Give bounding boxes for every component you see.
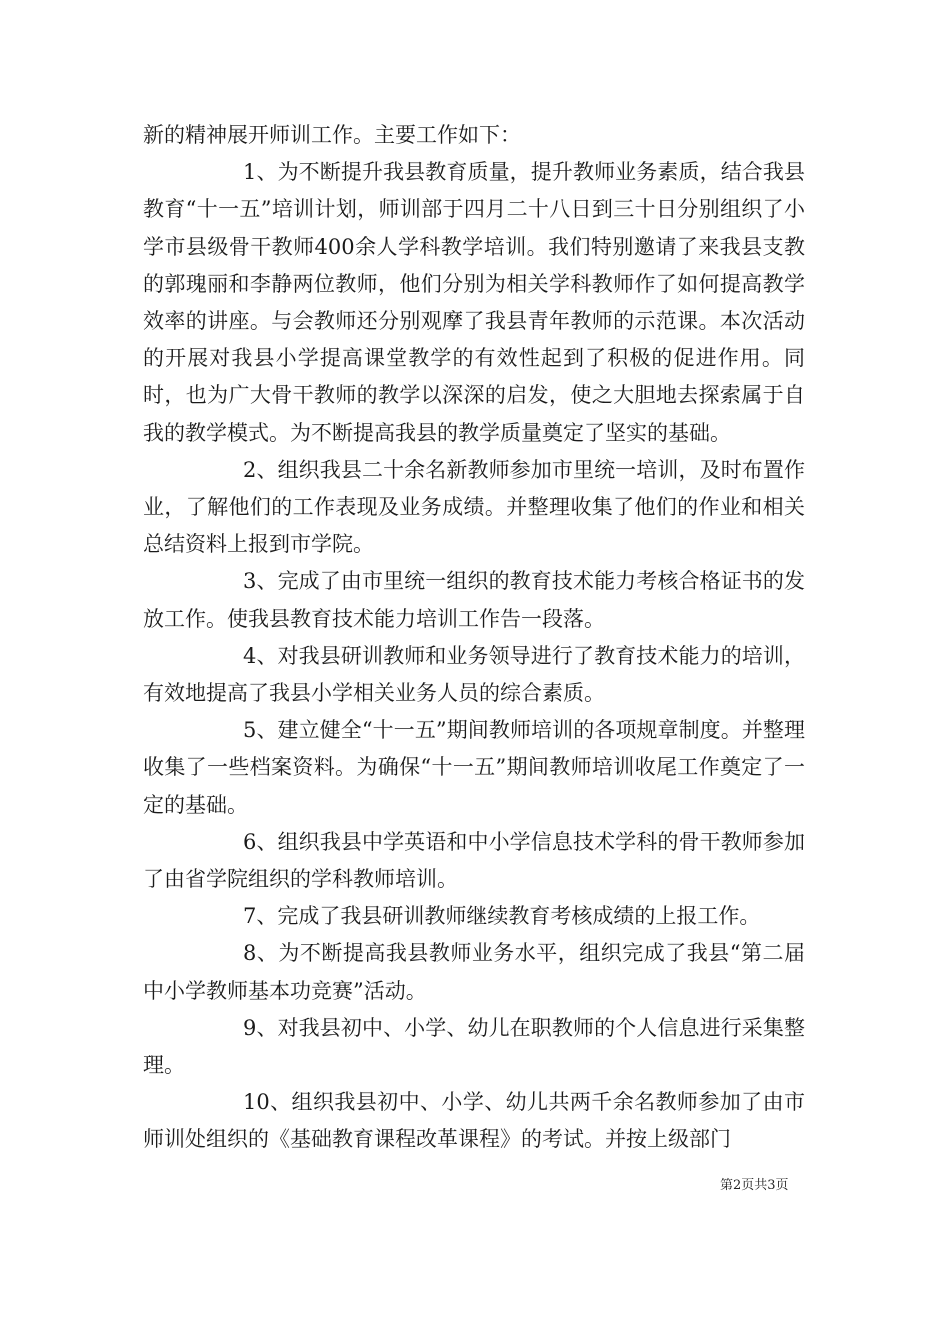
paragraph-item-2: 2、组织我县二十余名新教师参加市里统一培训，及时布置作业，了解他们的工作表现及业务成绩。并整理收集了他们的作业和相关总结资料上报到市学院。 <box>143 457 805 557</box>
paragraph-item-6: 6、组织我县中学英语和中小学信息技术学科的骨干教师参加了由省学院组织的学科教师培训。 <box>143 829 805 892</box>
paragraph-item-4: 4、对我县研训教师和业务领导进行了教育技术能力的培训，有效地提高了我县小学相关业务人员的综合素质。 <box>143 643 805 706</box>
paragraph-item-5: 5、建立健全“十一五”期间教师培训的各项规章制度。并整理收集了一些档案资料。为确保“十一五”期间教师培训收尾工作奠定了一定的基础。 <box>143 718 805 817</box>
document-body <box>143 117 805 1159</box>
paragraph-item-10: 10、组织我县初中、小学、幼儿共两千余名教师参加了由市师训处组织的《基础教育课程改革课程》的考试。并按上级部门 <box>143 1090 805 1152</box>
paragraph-item-7: 7、完成了我县研训教师继续教育考核成绩的上报工作。 <box>243 904 761 929</box>
paragraph-intro: 新的精神展开师训工作。主要工作如下： <box>143 123 521 147</box>
page-number-footer: 第2页共3页 <box>720 1178 789 1193</box>
paragraph-item-3: 3、完成了由市里统一组织的教育技术能力考核合格证书的发放工作。使我县教育技术能力培训工作告一段落。 <box>143 569 805 631</box>
paragraph-item-8: 8、为不断提高我县教师业务水平，组织完成了我县“第二届中小学教师基本功竞赛”活动。 <box>143 941 805 1003</box>
paragraph-item-1: 1、为不断提升我县教育质量，提升教师业务素质，结合我县教育“十一五”培训计划，师训部于四月二十八日到三十日分别组织了小学市县级骨干教师400余人学科教学培训。我们特别邀请了来我县支教的郭瑰丽和李静两位教师，他们分别为相关学科教师作了如何提高教学效率的讲座。与会教师还分别观摩了我县青年教师的示范课。本次活动的开展对我县小学提高课堂教学的有效性起到了积极的促进作用。同时，也为广大骨干教师的教学以深深的启发，使之大胆地去探索属于自我的教学模式。为不断提高我县的教学质量奠定了坚实的基础。 <box>143 160 805 445</box>
paragraph-item-9: 9、对我县初中、小学、幼儿在职教师的个人信息进行采集整理。 <box>143 1015 805 1078</box>
